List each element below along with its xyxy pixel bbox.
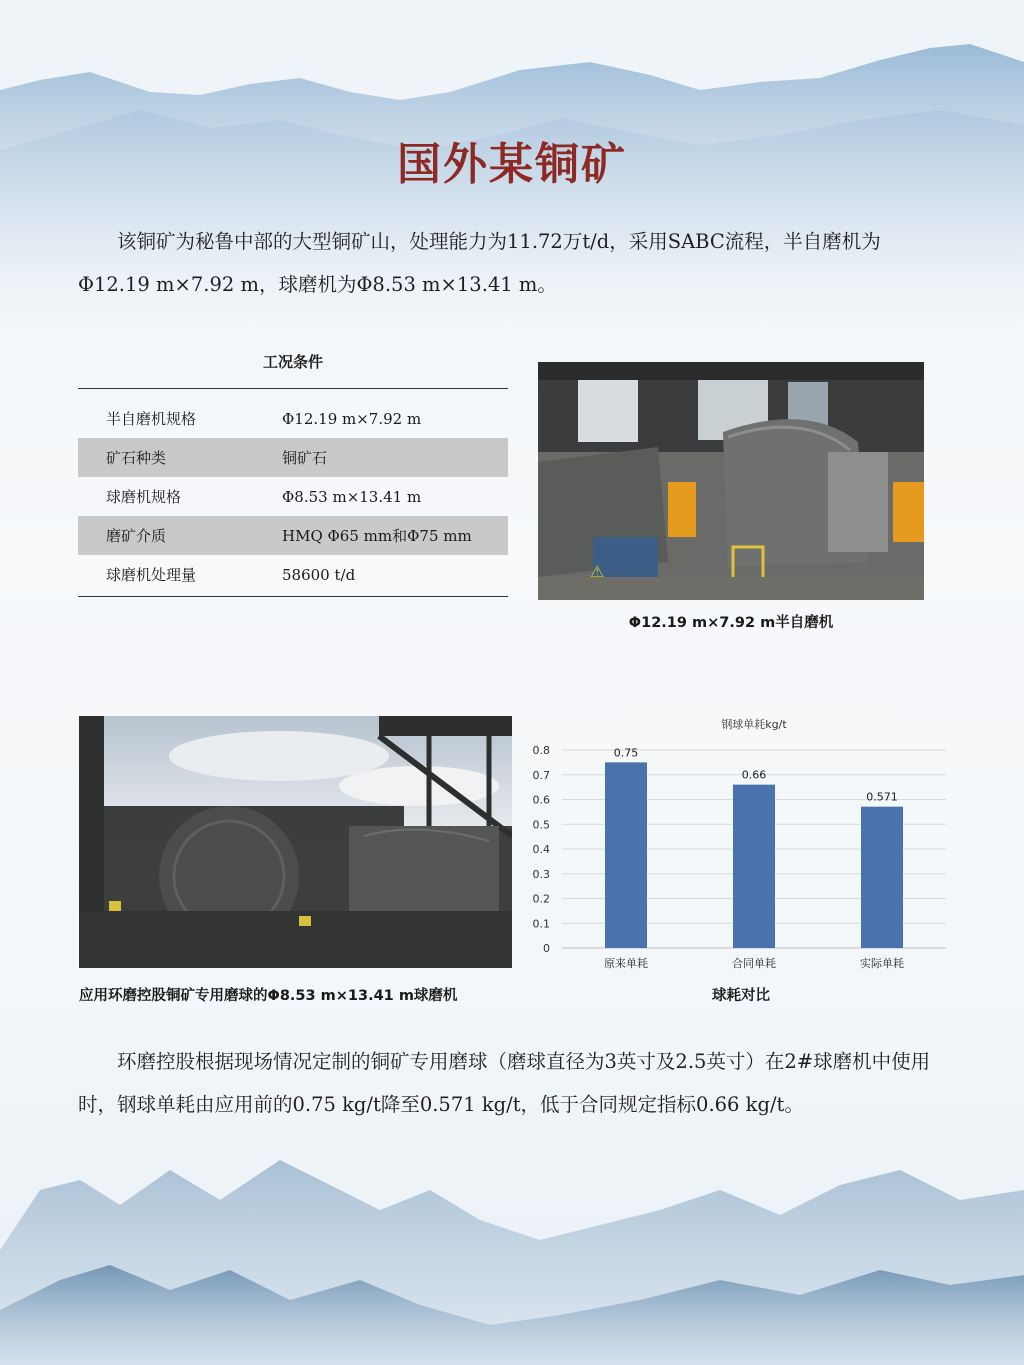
row-value: Φ12.19 m×7.92 m (282, 409, 422, 428)
row-value: HMQ Φ65 mm和Φ75 mm (282, 516, 508, 555)
table-caption: 工况条件 (262, 353, 323, 371)
intro-paragraph: 该铜矿为秘鲁中部的大型铜矿山，处理能力为11.72万t/d，采用SABC流程，半自磨机为Φ12.19 m×7.92 m，球磨机为Φ8.53 m×13.41 m。 (78, 230, 881, 296)
conclusion-paragraph: 环磨控股根据现场情况定制的铜矿专用磨球（磨球直径为3英寸及2.5英寸）在2#球磨机中使用时，钢球单耗由应用前的0.75 kg/t降至0.571 kg/t，低于合同规定指标0.66 kg/t。 (78, 1050, 931, 1116)
y-tick-label: 0.5 (532, 818, 550, 832)
conditions-table-body (78, 399, 508, 594)
conditions-table (78, 346, 508, 597)
table-row (78, 438, 508, 477)
table-bottom-rule (78, 596, 508, 597)
mountain-background-bottom (0, 1130, 1024, 1365)
sag-mill-caption: Φ12.19 m×7.92 m半自磨机 (628, 615, 834, 631)
table-row (78, 477, 508, 516)
chart-caption: 球耗对比 (712, 988, 770, 1004)
y-tick-label: 0.7 (532, 768, 550, 782)
bar (733, 785, 775, 948)
table-row (78, 555, 508, 594)
warning-sign-icon: ⚠ (590, 562, 605, 581)
bar (861, 807, 903, 948)
page-title: 国外某铜矿 (397, 139, 627, 190)
x-category-label: 原来单耗 (604, 957, 648, 970)
ball-mill-caption: 应用环磨控股铜矿专用磨球的Φ8.53 m×13.41 m球磨机 (79, 988, 458, 1004)
row-label: 磨矿介质 (78, 516, 282, 555)
row-value: Φ8.53 m×13.41 m (282, 487, 422, 506)
y-tick-label: 0.3 (532, 867, 550, 881)
y-tick-label: 0.2 (532, 892, 550, 906)
row-value: 58600 t/d (282, 565, 356, 584)
ball-mill-photo (79, 716, 512, 968)
bar-value-label: 0.66 (741, 768, 767, 782)
row-label: 球磨机规格 (106, 488, 182, 506)
y-tick-label: 0.1 (532, 917, 550, 931)
row-label: 半自磨机规格 (106, 410, 197, 428)
table-top-rule (78, 388, 508, 389)
table-row (78, 516, 508, 555)
sag-mill-photo (538, 362, 924, 600)
row-value: 铜矿石 (282, 438, 508, 477)
x-category-label: 实际单耗 (860, 957, 904, 970)
y-tick-label: 0.6 (532, 793, 550, 807)
bar-value-label: 0.75 (613, 746, 639, 760)
row-label: 球磨机处理量 (106, 566, 197, 584)
table-row (78, 399, 508, 438)
y-tick-label: 0.8 (532, 744, 550, 757)
bar (605, 762, 647, 948)
ball-consumption-chart (532, 708, 952, 978)
bar-value-label: 0.571 (866, 790, 898, 804)
y-tick-label: 0.4 (532, 843, 550, 856)
y-tick-label: 0 (543, 942, 550, 955)
row-label: 矿石种类 (78, 438, 282, 477)
chart-title: 钢球单耗kg/t (721, 718, 787, 731)
x-category-label: 合同单耗 (732, 957, 776, 970)
